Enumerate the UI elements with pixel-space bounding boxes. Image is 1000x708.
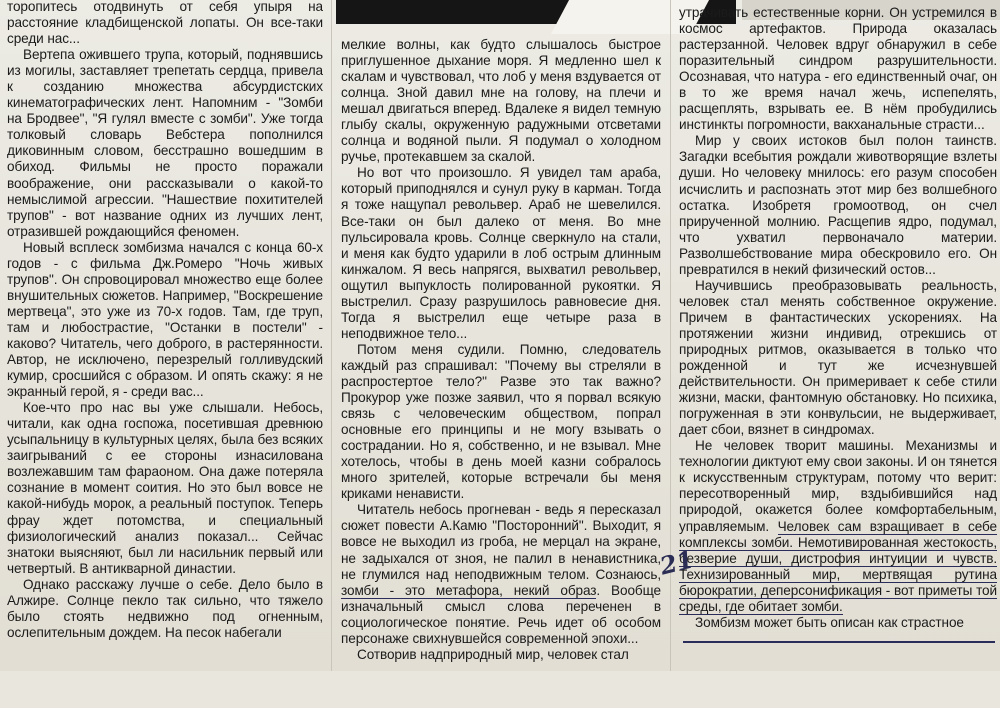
paragraph [679,438,997,615]
paragraph: Зомбизм может быть описан как страстное [695,614,964,630]
handwritten-number: 21 [656,544,697,581]
paragraph: Но вот что произошло. Я увидел там араба, который приподнялся и сунул руку в карман. Тогда я тоже нащупал револьвер. Араб не шевелился. Все-таки он был далеко от меня. Во мне пульсировала кровь. Солнце сверкнуло на стали, и меня как будто ударили в лоб острым длинным кинжалом. Я весь напрягся, выхватил револьвер, ощутил выпуклость полированной рукоятки. Я выстрелил. Сразу разрушилось равновесие дня. Тогда я выстрелил еще четыре раза в неподвижное тело... [341,165,661,341]
article-column-1 [7,0,323,670]
paragraph: Однако расскажу лучше о себе. Дело было в Алжире. Солнце пекло так сильно, что тяжело было стоять недвижно под огненным, ослепительным дождем. На песок набегали [7,576,323,640]
paragraph: мелкие волны, как будто слышалось быстрое приглушенное дыхание моря. Я медленно шел к скалам и чувствовал, что лоб у меня вздувается от солнца. Зной давил мне на голову, на плечи и мешал двигаться вперед. Вдалеке я видел темную глыбу скалы, окруженную радужными отсветами солнца и водяной пыли. Я подумал о холодном ручье, протекавшем за скалой. [341,37,661,165]
underlined-phrase: зомби - это метафора, некий образ [341,582,597,598]
column-divider [331,0,332,671]
paragraph-text: Читатель небось прогневан - ведь я пересказал сюжет повести А.Камю "Посторонний". Выходит, я вовсе не выходил из гроба, не мерцал на экране, не задыхался от зноя, не палил в ненавистника, не глумился над неподвижным телом. Сознаюсь, [341,502,661,582]
paragraph-text: . Вообще изначальный смысл слова переченен в социологическое понятие. Речь идет об особом персонаже свихнувшейся современной эпохи... [341,582,661,646]
paragraph [341,502,661,646]
paragraph: Сотворив надприродный мир, человек стал [357,646,629,662]
pen-underline [683,641,995,643]
paragraph: Кое-что про нас вы уже слышали. Небось, читали, как одна госпожа, посетившая древнюю усыпальницу в культурных целях, была без всяких заигрываний с ее стороны изнасилована возлежавшим там фараоном. Она даже потеряла сознание в момент соития. Но это был вовсе не какой-нибудь морок, а реальный поступок. Теперь фрау ждет потомства, и специальный физиологический анализ показал... Сейчас знатоки выясняют, был ли насильник первый или четвертый. В антикварной династии. [7,400,323,576]
paragraph: Потом меня судили. Помню, следователь каждый раз спрашивал: "Почему вы стреляли в распростертое тело?" Разве это так важно? Прокурор уже позже заявил, что я порвал всякую связь с человеческим обществом, попрал основные его принципы и не могу взывать о сострадании. Но я, собственно, и не взывал. Мне хотелось, чтобы в день моей казни собралось много зрителей, которые встречали бы меня криками ненависти. [341,341,661,502]
paragraph: торопитесь отодвинуть от себя упыря на расстояние кладбищенской лопаты. Он все-таки среди нас... [7,0,323,47]
article-column-3 [679,5,997,676]
article-column-2 [341,37,661,708]
paragraph: утрачивать естественные корни. Он устремился в космос артефактов. Природа оказалась растерзанной. Человек вдруг обнаружил в себе поразительный синдром разрушительности. Осознавая, что натура - его единственный очаг, он в то же время начал жечь, испепелять, расщеплять, взрывать ее. В нём пробудились инстинкты погромности, вакханальные страсти... [679,5,997,133]
paragraph: Новый всплеск зомбизма начался с конца 60-х годов - с фильма Дж.Ромеро "Ночь живых трупов". Он спровоцировал множество еще более внушительных сюжетов. Например, "Воскрешение мертвеца", это уже из 70-х годов. Там, где труп, там и любострастие, "Останки в постели" - каково? Читатель, чего доброго, в растерянности. Автор, не исключено, перезрелый голливудский кумир, сросшийся с образом. И опять скажу: я не экранный герой, я - среди вас... [7,239,323,400]
paragraph: Вертепа ожившего трупа, который, поднявшись из могилы, заставляет трепетать сердца, привела к созданию множества абсурдистских кинематографических лент. Напомним - "Зомби на Бродвее", "Я гулял вместе с зомби". Уже тогда толковый словарь Вебстера пополнился диковинным словом, бесстрашно вошедшим в обиход. Фильмы не просто поражали воображение, они рассказывали о какой-то немыслимой агрессии. "Нашествие похитителей трупов" - вот название одних из лучших лент, отразившей рождающийся феномен. [7,47,323,239]
paragraph: Мир у своих истоков был полон таинств. Загадки всебытия рождали животворящие взлеты души. Но человеку мнилось: его разум способен исчислить и распознать этот мир без волшебного остатка. Изобретя громоотвод, он счел прирученной молнию. Расщепив ядро, подумал, что ухватил первоначало материи. Разволшебствование мира обескровило его. Он превратился в некий физический остов... [679,133,997,277]
paragraph-text: Не человек творит машины. Механизмы и технологии диктуют ему свои законы. И он тянется к искусственным структурам, потому что верит: пересотворенный мир, вздыбившийся над природой, окажется более комфортабельным, управляемым. [679,438,997,534]
underlined-passage: Человек сам взращивает в себе комплексы зомби. Немотивированная жестокость, безверие души, дистрофия интуиции и чувств. Технизированный мир, мертвящая рутина бюрократии, деперсонификация - вот приметы той среды, где обитает зомби. [679,518,997,614]
paragraph: Научившись преобразовывать реальность, человек стал менять собственное окружение. Причем в фантастических ускорениях. На протяжении жизни индивид, отрекшись от природных ритмов, оказывается в только что рожденной и тут же исчезнувшей действительности. Он примеривает к себе стили жизни, маски, фантомную обстановку. Но психика, погруженная в эти конвульсии, не выдерживает, дает сбои, вязнет в синдромах. [679,277,997,438]
